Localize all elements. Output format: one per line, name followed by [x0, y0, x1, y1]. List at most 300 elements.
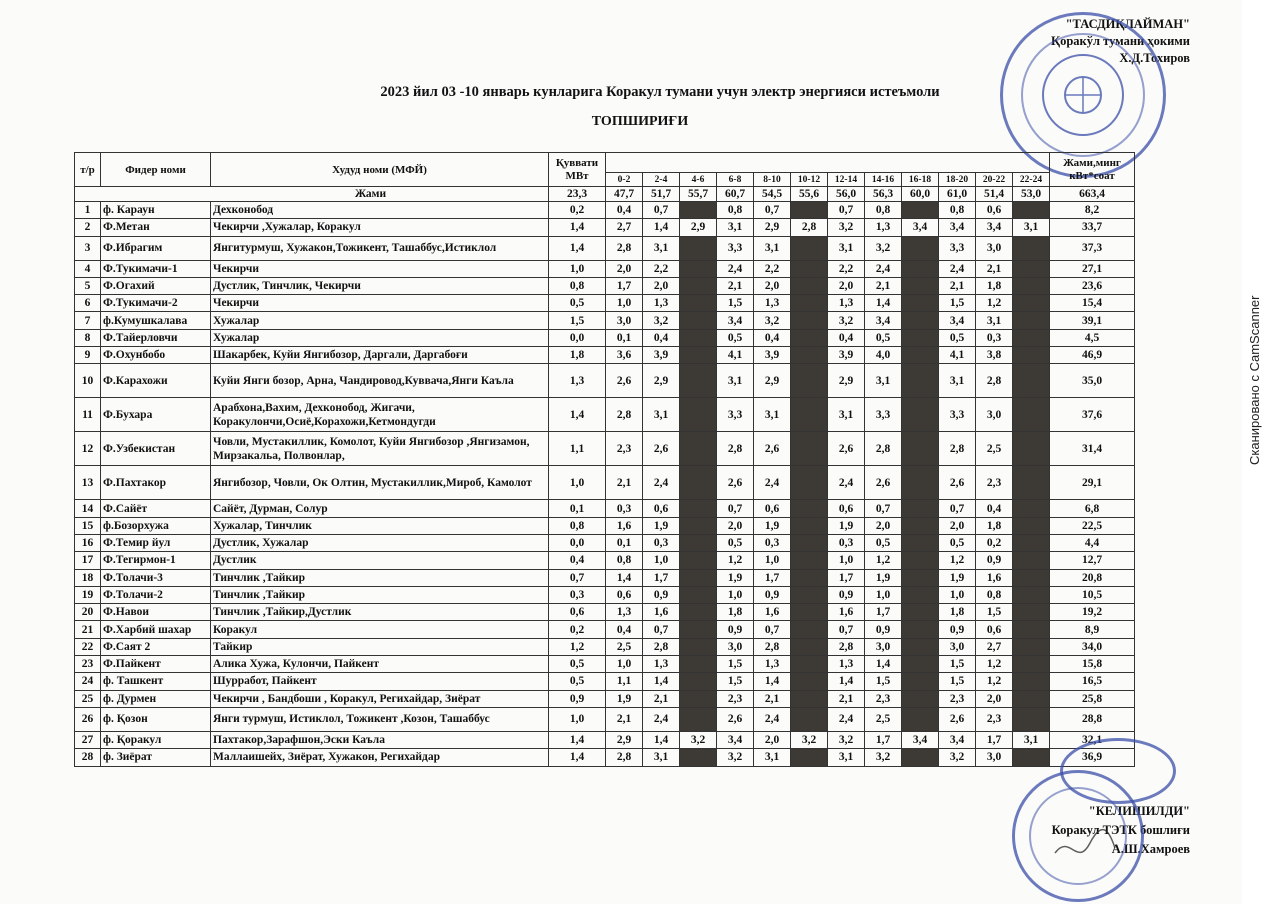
row-power: 1,0 — [549, 466, 606, 500]
area-names: Дустлик, Хужалар — [211, 534, 549, 551]
hour-value: 1,5 — [939, 673, 976, 690]
hour-value: 2,1 — [865, 277, 902, 294]
row-power: 0,5 — [549, 656, 606, 673]
hour-value: 0,4 — [754, 329, 791, 346]
hour-value: 1,5 — [939, 295, 976, 312]
feeder-name: ф. Дурмен — [101, 690, 211, 707]
row-number: 27 — [75, 731, 101, 748]
header-hour: 18-20 — [939, 173, 976, 187]
hour-value: 0,1 — [606, 534, 643, 551]
hour-value: 0,9 — [754, 586, 791, 603]
hour-value: 2,5 — [865, 707, 902, 731]
blocked-cell — [680, 260, 717, 277]
hour-value: 3,0 — [606, 312, 643, 329]
hour-value: 2,0 — [865, 517, 902, 534]
blocked-cell — [1013, 329, 1050, 346]
hour-value: 3,4 — [976, 219, 1013, 236]
hour-value: 3,2 — [717, 749, 754, 766]
hour-value: 2,6 — [939, 466, 976, 500]
hour-value: 0,5 — [717, 329, 754, 346]
hour-value: 0,8 — [865, 202, 902, 219]
row-total: 4,4 — [1050, 534, 1135, 551]
hour-value: 1,2 — [865, 552, 902, 569]
area-names: Янги турмуш, Истиклол, Тожикент ,Козон, Ташаббус — [211, 707, 549, 731]
blocked-cell — [791, 673, 828, 690]
hour-value: 2,0 — [754, 277, 791, 294]
blocked-cell — [680, 638, 717, 655]
feeder-name: Ф.Пайкент — [101, 656, 211, 673]
area-names: Алика Хужа, Кулончи, Пайкент — [211, 656, 549, 673]
table-row — [75, 731, 1135, 748]
table-row — [75, 690, 1135, 707]
row-total: 8,9 — [1050, 621, 1135, 638]
blocked-cell — [1013, 552, 1050, 569]
header-hour: 8-10 — [754, 173, 791, 187]
hour-value: 1,5 — [717, 295, 754, 312]
header-area: Худуд номи (МФЙ) — [211, 153, 549, 187]
row-number: 23 — [75, 656, 101, 673]
area-names: Сайёт, Дурман, Солур — [211, 500, 549, 517]
hour-value: 1,2 — [939, 552, 976, 569]
table-row — [75, 364, 1135, 398]
hour-value: 1,4 — [865, 656, 902, 673]
hour-value: 0,8 — [939, 202, 976, 219]
hour-value: 1,3 — [754, 656, 791, 673]
blocked-cell — [791, 202, 828, 219]
hour-value: 0,8 — [606, 552, 643, 569]
hour-value: 0,3 — [643, 534, 680, 551]
totals-hour: 60,0 — [902, 187, 939, 202]
hour-value: 1,0 — [717, 586, 754, 603]
hour-value: 1,1 — [606, 673, 643, 690]
row-total: 29,1 — [1050, 466, 1135, 500]
feeder-name: Ф.Ибрагим — [101, 236, 211, 260]
blocked-cell — [1013, 749, 1050, 766]
hour-value: 1,0 — [643, 552, 680, 569]
consumption-table — [74, 152, 1135, 767]
header-hour: 10-12 — [791, 173, 828, 187]
row-number: 11 — [75, 398, 101, 432]
hour-value: 3,2 — [791, 731, 828, 748]
hour-value: 1,7 — [606, 277, 643, 294]
table-row — [75, 569, 1135, 586]
row-number: 21 — [75, 621, 101, 638]
header-hour: 14-16 — [865, 173, 902, 187]
hour-value: 3,1 — [1013, 219, 1050, 236]
totals-hour: 51,4 — [976, 187, 1013, 202]
feeder-name: Ф.Сайёт — [101, 500, 211, 517]
hour-value: 4,0 — [865, 347, 902, 364]
row-power: 1,2 — [549, 638, 606, 655]
hour-value: 2,6 — [828, 432, 865, 466]
header-hour: 4-6 — [680, 173, 717, 187]
hour-value: 1,9 — [606, 690, 643, 707]
row-number: 10 — [75, 364, 101, 398]
hour-value: 0,5 — [865, 329, 902, 346]
hour-value: 1,4 — [754, 673, 791, 690]
blocked-cell — [680, 690, 717, 707]
blocked-cell — [680, 621, 717, 638]
blocked-cell — [902, 260, 939, 277]
hour-value: 3,4 — [902, 731, 939, 748]
hour-value: 2,9 — [828, 364, 865, 398]
header-hour: 20-22 — [976, 173, 1013, 187]
hour-value: 1,7 — [643, 569, 680, 586]
hour-value: 1,7 — [828, 569, 865, 586]
hour-value: 3,1 — [865, 364, 902, 398]
hour-value: 3,0 — [865, 638, 902, 655]
hour-value: 1,3 — [643, 656, 680, 673]
hour-value: 0,3 — [828, 534, 865, 551]
hour-value: 2,3 — [606, 432, 643, 466]
row-total: 6,8 — [1050, 500, 1135, 517]
blocked-cell — [680, 673, 717, 690]
blocked-cell — [791, 500, 828, 517]
hour-value: 3,1 — [717, 219, 754, 236]
blocked-cell — [902, 295, 939, 312]
hour-value: 0,7 — [643, 621, 680, 638]
hour-value: 0,3 — [754, 534, 791, 551]
hour-value: 3,4 — [865, 312, 902, 329]
hour-value: 1,0 — [754, 552, 791, 569]
hour-value: 1,9 — [754, 517, 791, 534]
hour-value: 1,3 — [754, 295, 791, 312]
row-total: 33,7 — [1050, 219, 1135, 236]
blocked-cell — [680, 586, 717, 603]
blocked-cell — [680, 517, 717, 534]
blocked-cell — [791, 466, 828, 500]
blocked-cell — [680, 534, 717, 551]
blocked-cell — [680, 432, 717, 466]
hour-value: 0,6 — [643, 500, 680, 517]
row-number: 28 — [75, 749, 101, 766]
hour-value: 3,2 — [828, 219, 865, 236]
feeder-name: ф. Зиёрат — [101, 749, 211, 766]
blocked-cell — [1013, 202, 1050, 219]
table-row — [75, 329, 1135, 346]
hour-value: 1,0 — [939, 586, 976, 603]
blocked-cell — [1013, 586, 1050, 603]
area-names: Маллаишейх, Зиёрат, Хужакон, Регихайдар — [211, 749, 549, 766]
row-number: 22 — [75, 638, 101, 655]
table-row — [75, 517, 1135, 534]
totals-hour: 56,0 — [828, 187, 865, 202]
totals-hour: 56,3 — [865, 187, 902, 202]
blocked-cell — [902, 604, 939, 621]
header-hour: 0-2 — [606, 173, 643, 187]
blocked-cell — [1013, 398, 1050, 432]
blocked-cell — [1013, 312, 1050, 329]
hour-value: 3,1 — [828, 236, 865, 260]
totals-hour: 47,7 — [606, 187, 643, 202]
hour-value: 2,7 — [976, 638, 1013, 655]
blocked-cell — [680, 236, 717, 260]
hour-value: 0,3 — [976, 329, 1013, 346]
hour-value: 2,8 — [606, 236, 643, 260]
hour-value: 0,4 — [828, 329, 865, 346]
table-row — [75, 586, 1135, 603]
hour-value: 2,8 — [606, 398, 643, 432]
feeder-name: ф. Қоракул — [101, 731, 211, 748]
hour-value: 3,1 — [754, 749, 791, 766]
hour-value: 3,1 — [754, 236, 791, 260]
row-total: 32,1 — [1050, 731, 1135, 748]
hour-value: 3,1 — [643, 236, 680, 260]
blocked-cell — [791, 236, 828, 260]
hour-value: 0,6 — [976, 202, 1013, 219]
hour-value: 3,2 — [865, 236, 902, 260]
document-subtitle: ТОПШИРИҒИ — [591, 114, 689, 129]
approval-heading: "ТАСДИҚЛАЙМАН" — [1065, 17, 1190, 31]
hour-value: 3,2 — [828, 731, 865, 748]
blocked-cell — [1013, 690, 1050, 707]
row-total: 10,5 — [1050, 586, 1135, 603]
blocked-cell — [902, 500, 939, 517]
blocked-cell — [791, 517, 828, 534]
area-names: Янгибозор, Човли, Ок Олтин, Мустакиллик,Мироб, Камолот — [211, 466, 549, 500]
hour-value: 2,8 — [828, 638, 865, 655]
row-power: 1,4 — [549, 219, 606, 236]
hour-value: 2,2 — [828, 260, 865, 277]
header-total: Жами,минг кВт*соат — [1050, 153, 1135, 187]
row-total: 19,2 — [1050, 604, 1135, 621]
row-power: 0,5 — [549, 673, 606, 690]
row-number: 16 — [75, 534, 101, 551]
hour-value: 3,1 — [717, 364, 754, 398]
row-number: 3 — [75, 236, 101, 260]
blocked-cell — [902, 552, 939, 569]
row-total: 16,5 — [1050, 673, 1135, 690]
blocked-cell — [902, 586, 939, 603]
blocked-cell — [902, 432, 939, 466]
hour-value: 2,8 — [939, 432, 976, 466]
hour-value: 3,2 — [680, 731, 717, 748]
row-number: 17 — [75, 552, 101, 569]
hour-value: 0,9 — [643, 586, 680, 603]
hour-value: 3,1 — [939, 364, 976, 398]
hour-value: 3,2 — [939, 749, 976, 766]
hour-value: 1,6 — [643, 604, 680, 621]
blocked-cell — [791, 569, 828, 586]
hour-value: 1,8 — [976, 517, 1013, 534]
feeder-name: ф. Караун — [101, 202, 211, 219]
table-row — [75, 277, 1135, 294]
row-power: 0,4 — [549, 552, 606, 569]
hour-value: 1,2 — [976, 656, 1013, 673]
row-number: 2 — [75, 219, 101, 236]
hour-value: 1,6 — [828, 604, 865, 621]
hour-value: 2,1 — [976, 260, 1013, 277]
row-power: 0,3 — [549, 586, 606, 603]
row-power: 0,7 — [549, 569, 606, 586]
hour-value: 1,3 — [606, 604, 643, 621]
hour-value: 2,3 — [976, 707, 1013, 731]
row-number: 19 — [75, 586, 101, 603]
hour-value: 3,0 — [939, 638, 976, 655]
approval-signatory: Х.Д.Тохиров — [1119, 51, 1190, 65]
row-number: 7 — [75, 312, 101, 329]
hour-value: 2,0 — [976, 690, 1013, 707]
header-hour: 22-24 — [1013, 173, 1050, 187]
blocked-cell — [902, 398, 939, 432]
hour-value: 1,5 — [865, 673, 902, 690]
blocked-cell — [680, 569, 717, 586]
table-row — [75, 398, 1135, 432]
blocked-cell — [680, 552, 717, 569]
row-total: 37,3 — [1050, 236, 1135, 260]
hour-value: 0,4 — [606, 202, 643, 219]
blocked-cell — [1013, 673, 1050, 690]
blocked-cell — [791, 432, 828, 466]
row-power: 1,4 — [549, 236, 606, 260]
header-hour: 2-4 — [643, 173, 680, 187]
hour-value: 2,0 — [643, 277, 680, 294]
row-total: 8,2 — [1050, 202, 1135, 219]
hour-value: 1,0 — [606, 295, 643, 312]
row-total: 23,6 — [1050, 277, 1135, 294]
area-names: Дустлик, Тинчлик, Чекирчи — [211, 277, 549, 294]
table-row — [75, 466, 1135, 500]
blocked-cell — [1013, 569, 1050, 586]
table-row — [75, 432, 1135, 466]
blocked-cell — [1013, 260, 1050, 277]
hour-value: 0,7 — [828, 202, 865, 219]
area-names: Куйи Янги бозор, Арна, Чандировод,Куввача,Янги Каъла — [211, 364, 549, 398]
row-number: 25 — [75, 690, 101, 707]
header-hour: 6-8 — [717, 173, 754, 187]
hour-value: 1,6 — [606, 517, 643, 534]
area-names: Тинчлик ,Тайкир — [211, 569, 549, 586]
table-row — [75, 673, 1135, 690]
blocked-cell — [1013, 236, 1050, 260]
hour-value: 1,8 — [976, 277, 1013, 294]
hour-value: 2,8 — [643, 638, 680, 655]
hour-value: 0,5 — [717, 534, 754, 551]
totals-hour: 53,0 — [1013, 187, 1050, 202]
totals-hour: 60,7 — [717, 187, 754, 202]
hour-value: 2,1 — [939, 277, 976, 294]
row-power: 0,5 — [549, 295, 606, 312]
row-power: 1,8 — [549, 347, 606, 364]
blocked-cell — [791, 604, 828, 621]
hour-value: 4,1 — [717, 347, 754, 364]
area-names: Хужалар — [211, 329, 549, 346]
hour-value: 1,7 — [865, 604, 902, 621]
header-num: т/р — [75, 153, 101, 187]
row-number: 9 — [75, 347, 101, 364]
hour-value: 1,8 — [939, 604, 976, 621]
hour-value: 3,2 — [865, 749, 902, 766]
hour-value: 3,9 — [828, 347, 865, 364]
blocked-cell — [1013, 466, 1050, 500]
hour-value: 1,2 — [717, 552, 754, 569]
blocked-cell — [902, 569, 939, 586]
feeder-name: Ф.Огахий — [101, 277, 211, 294]
hour-value: 2,6 — [754, 432, 791, 466]
area-names: Арабхона,Вахим, Дехконобод, Жигачи, Коракулончи,Осиё,Корахожи,Кетмондугди — [211, 398, 549, 432]
feeder-name: Ф.Метан — [101, 219, 211, 236]
hour-value: 2,9 — [680, 219, 717, 236]
blocked-cell — [902, 347, 939, 364]
hour-value: 2,6 — [717, 466, 754, 500]
row-number: 5 — [75, 277, 101, 294]
hour-value: 3,3 — [717, 236, 754, 260]
feeder-name: Ф.Толачи-2 — [101, 586, 211, 603]
hour-value: 3,0 — [976, 236, 1013, 260]
header-hours-group — [606, 153, 1050, 173]
hour-value: 2,4 — [939, 260, 976, 277]
blocked-cell — [902, 364, 939, 398]
hour-value: 1,3 — [643, 295, 680, 312]
hour-value: 2,4 — [865, 260, 902, 277]
document-title: 2023 йил 03 -10 январь кунларига Коракул тумани учун электр энергияси истеъмоли — [380, 84, 940, 100]
hour-value: 3,4 — [939, 312, 976, 329]
header-power: Қуввати МВт — [549, 153, 606, 187]
hour-value: 0,7 — [754, 202, 791, 219]
hour-value: 0,6 — [754, 500, 791, 517]
hour-value: 0,5 — [865, 534, 902, 551]
hour-value: 0,7 — [643, 202, 680, 219]
blocked-cell — [791, 707, 828, 731]
table-row — [75, 347, 1135, 364]
row-power: 0,0 — [549, 534, 606, 551]
hour-value: 2,9 — [643, 364, 680, 398]
hour-value: 0,1 — [606, 329, 643, 346]
hour-value: 3,1 — [1013, 731, 1050, 748]
row-total: 46,9 — [1050, 347, 1135, 364]
totals-hour: 51,7 — [643, 187, 680, 202]
hour-value: 0,9 — [717, 621, 754, 638]
hour-value: 2,0 — [606, 260, 643, 277]
hour-value: 2,4 — [643, 707, 680, 731]
area-names: Дустлик — [211, 552, 549, 569]
blocked-cell — [680, 202, 717, 219]
hour-value: 2,0 — [939, 517, 976, 534]
hour-value: 1,2 — [976, 295, 1013, 312]
row-total: 22,5 — [1050, 517, 1135, 534]
hour-value: 1,9 — [865, 569, 902, 586]
row-power: 0,6 — [549, 604, 606, 621]
hour-value: 1,6 — [976, 569, 1013, 586]
feeder-name: Ф.Навои — [101, 604, 211, 621]
blocked-cell — [791, 398, 828, 432]
blocked-cell — [902, 466, 939, 500]
blocked-cell — [791, 638, 828, 655]
feeder-name: Ф.Толачи-3 — [101, 569, 211, 586]
hour-value: 2,8 — [754, 638, 791, 655]
blocked-cell — [680, 656, 717, 673]
hour-value: 3,4 — [902, 219, 939, 236]
hour-value: 3,2 — [643, 312, 680, 329]
hour-value: 2,1 — [754, 690, 791, 707]
row-total: 36,9 — [1050, 749, 1135, 766]
row-number: 1 — [75, 202, 101, 219]
feeder-name: Ф.Темир йул — [101, 534, 211, 551]
area-names: Чекирчи — [211, 260, 549, 277]
table-row — [75, 500, 1135, 517]
hour-value: 0,9 — [828, 586, 865, 603]
row-power: 0,9 — [549, 690, 606, 707]
blocked-cell — [791, 656, 828, 673]
row-power: 0,1 — [549, 500, 606, 517]
hour-value: 1,5 — [717, 656, 754, 673]
totals-hour: 55,6 — [791, 187, 828, 202]
row-number: 8 — [75, 329, 101, 346]
row-number: 26 — [75, 707, 101, 731]
hour-value: 1,0 — [828, 552, 865, 569]
hour-value: 2,4 — [643, 466, 680, 500]
table-row — [75, 749, 1135, 766]
